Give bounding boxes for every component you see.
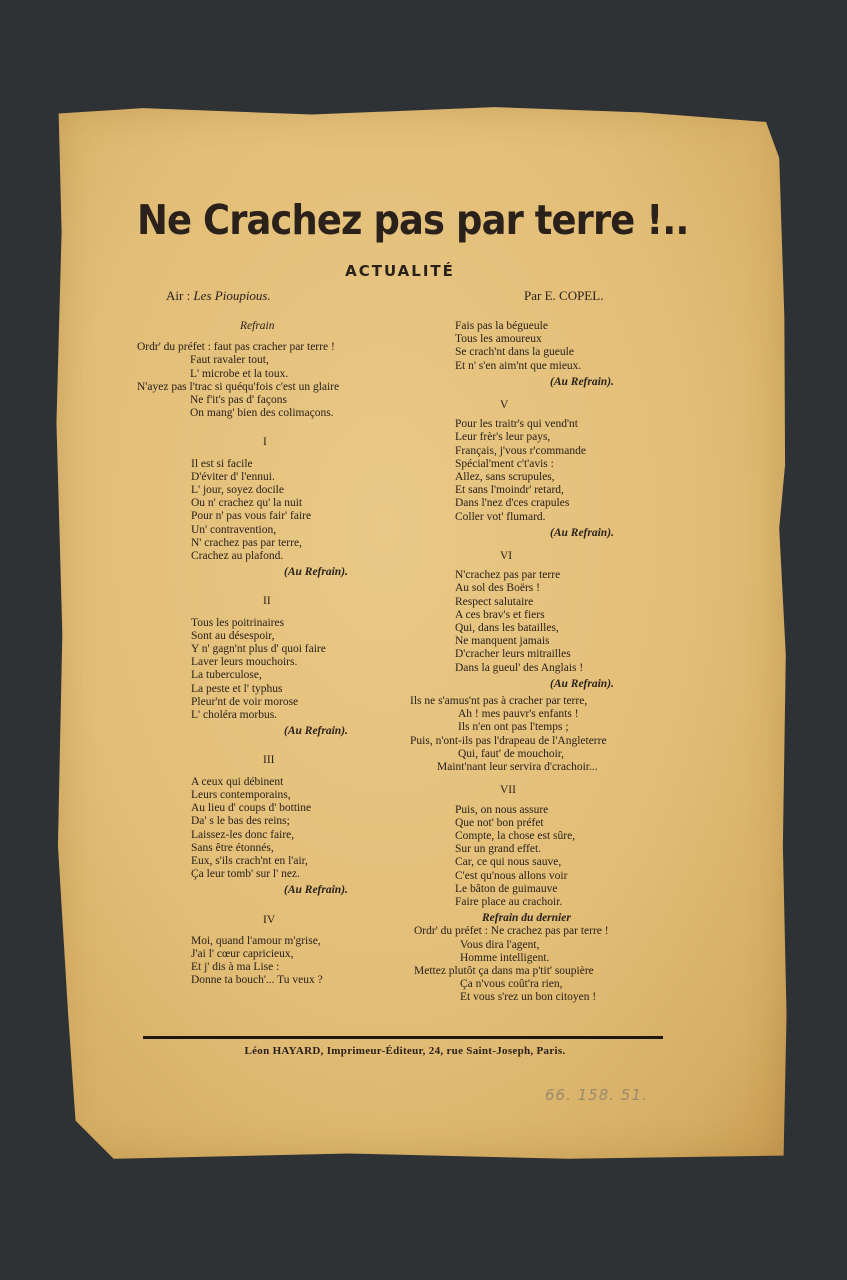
verse-line: Homme intelligent. [460, 951, 550, 964]
stanza-number: III [263, 754, 275, 767]
verse-line: Ne f'it's pas d' façons [190, 394, 287, 407]
verse-line: Tous les amoureux [455, 333, 542, 346]
air-value: Les Pioupious. [193, 288, 271, 303]
verse-line: Et vous s'rez un bon citoyen ! [460, 991, 597, 1004]
verse-line: L' microbe et la toux. [190, 367, 289, 380]
verse-line: La tuberculose, [191, 669, 262, 682]
verse-line: Le bâton de guimauve [455, 882, 558, 895]
footer-rule [143, 1036, 663, 1039]
verse-line: La peste et l' typhus [191, 682, 283, 695]
verse-line: Fais pas la bégueule [455, 320, 548, 332]
verse-line: N'ayez pas l'trac si quéqu'fois c'est un glaire [137, 380, 340, 393]
verse-line: Crachez au plafond. [191, 550, 284, 563]
refrain-note: (Au Refrain). [550, 677, 614, 690]
verse-line: Sans être étonnés, [191, 841, 274, 854]
song-subtitle: ACTUALITÉ [345, 262, 455, 280]
verse-line: Mettez plutôt ça dans ma p'tit' soupière [414, 964, 594, 977]
verse-line: N'crachez pas par terre [455, 569, 561, 582]
verse-line: Au sol des Boërs ! [455, 582, 540, 595]
stanza-number: I [263, 436, 267, 449]
verse-line: Ah ! mes pauvr's enfants ! [458, 708, 579, 721]
verse-line: Pleur'nt de voir morose [191, 695, 299, 708]
verse-line: Pour n' pas vous fair' faire [191, 510, 312, 523]
refrain-note: Refrain du dernier [482, 912, 571, 925]
verse-line: Dans la gueul' des Anglais ! [455, 661, 584, 674]
verse-line: L' jour, soyez docile [191, 484, 284, 497]
stanza-number: VII [500, 784, 516, 797]
verse-line: Allez, sans scrupules, [455, 471, 555, 484]
stanza-number: II [263, 595, 271, 608]
verse-line: Qui, faut' de mouchoir, [458, 747, 565, 760]
verse-line: Car, ce qui nous sauve, [455, 856, 562, 869]
verse-line: Laver leurs mouchoirs. [191, 656, 298, 669]
refrain-note: (Au Refrain). [550, 375, 614, 388]
verse-line: On mang' bien des colimaçons. [190, 407, 334, 420]
right-column [410, 320, 675, 1005]
verse-line: Ordr' du préfet : Ne crachez pas par terre ! [414, 925, 609, 938]
verse-line: Leur frèr's leur pays, [455, 431, 551, 444]
verse-line: Il est si facile [191, 457, 253, 470]
verse-line: Ça n'vous coût'ra rien, [460, 978, 563, 991]
verse-line: Et j' dis à ma Lise : [191, 961, 280, 974]
verse-line: A ces brav's et fiers [455, 608, 545, 621]
author: Par E. COPEL. [524, 288, 604, 303]
inventory-number: 66. 158. 51. [545, 1086, 648, 1104]
verse-line: Faut ravaler tout, [190, 354, 269, 367]
verse-line: Maint'nant leur servira d'crachoir... [437, 761, 598, 774]
verse-line: Compte, la chose est sûre, [455, 829, 576, 842]
verse-line: Sont au désespoir, [191, 629, 275, 642]
verse-line: Ils ne s'amus'nt pas à cracher par terre, [410, 695, 588, 708]
verse-line: L' choléra morbus. [191, 709, 278, 722]
stanza-number: VI [500, 550, 513, 563]
verse-line: Puis, n'ont-ils pas l'drapeau de l'Angleterre [410, 734, 607, 747]
verse-line: Donne ta bouch'... Tu veux ? [191, 974, 323, 987]
verse-line: Que not' bon préfet [455, 816, 544, 829]
paper-tear [738, 105, 788, 115]
printer-imprint: Léon HAYARD, Imprimeur-Éditeur, 24, rue Saint-Joseph, Paris. [244, 1045, 566, 1057]
verse-line: Laissez-les donc faire, [191, 828, 295, 841]
refrain-note: (Au Refrain). [284, 884, 348, 897]
verse-line: Vous dira l'agent, [460, 938, 540, 951]
verse-line: Respect salutaire [455, 595, 534, 608]
stanza-number: IV [263, 913, 276, 926]
verse-line: Y n' gagn'nt plus d' quoi faire [191, 643, 326, 656]
verse-line: Et n' s'en aim'nt que mieux. [455, 359, 582, 372]
air-label: Air : [166, 288, 194, 303]
verse-line: Tous les poitrinaires [191, 616, 285, 629]
air-line [166, 288, 271, 304]
verse-line: Sur un grand effet. [455, 843, 542, 856]
verse-line: Dans l'nez d'ces crapules [455, 497, 570, 510]
verse-line: Et sans l'moindr' retard, [455, 484, 564, 497]
verse-line: J'ai l' cœur capricieux, [191, 947, 294, 960]
song-title: Ne Crachez pas par terre !.. [137, 196, 689, 244]
verse-line: Spécial'ment c't'avis : [455, 457, 554, 470]
verse-line: Ne manquent jamais [455, 635, 550, 648]
verse-line: Puis, on nous assure [455, 803, 549, 816]
verse-line: Français, j'vous r'commande [455, 444, 586, 457]
stanza-number: V [500, 399, 509, 412]
verse-line: C'est qu'nous allons voir [455, 869, 568, 882]
refrain-note: (Au Refrain). [550, 526, 614, 539]
verse-line: Coller vot' flumard. [455, 510, 546, 523]
left-column [137, 320, 397, 988]
verse-line: N' crachez pas par terre, [191, 536, 302, 549]
verse-line: A ceux qui débinent [191, 775, 284, 788]
refrain-note: (Au Refrain). [284, 566, 348, 579]
verse-line: Se crach'nt dans la gueule [455, 346, 574, 359]
refrain-note: (Au Refrain). [284, 725, 348, 738]
verse-line: Ça leur tomb' sur l' nez. [191, 868, 300, 881]
verse-line: Moi, quand l'amour m'grise, [191, 934, 321, 947]
verse-line: Un' contravention, [191, 523, 277, 536]
verse-line: Eux, s'ils crach'nt en l'air, [191, 854, 308, 867]
verse-line: Da' s le bas des reins; [191, 815, 290, 828]
verse-line: Pour les traitr's qui vend'nt [455, 418, 578, 431]
verse-line: Ils n'en ont pas l'temps ; [458, 721, 569, 734]
verse-line: D'cracher leurs mitrailles [455, 648, 571, 661]
verse-line: Leurs contemporains, [191, 788, 291, 801]
verse-line: D'éviter d' l'ennui. [191, 470, 275, 483]
verse-line: Ou n' crachez qu' la nuit [191, 497, 303, 510]
verse-line: Au lieu d' coups d' bottine [191, 802, 312, 815]
verse-line: Faire place au crachoir. [455, 895, 563, 908]
verse-line: Ordr' du préfet : faut pas cracher par terre ! [137, 341, 335, 354]
verse-line: Qui, dans les batailles, [455, 622, 559, 635]
section-heading: Refrain [240, 320, 275, 332]
